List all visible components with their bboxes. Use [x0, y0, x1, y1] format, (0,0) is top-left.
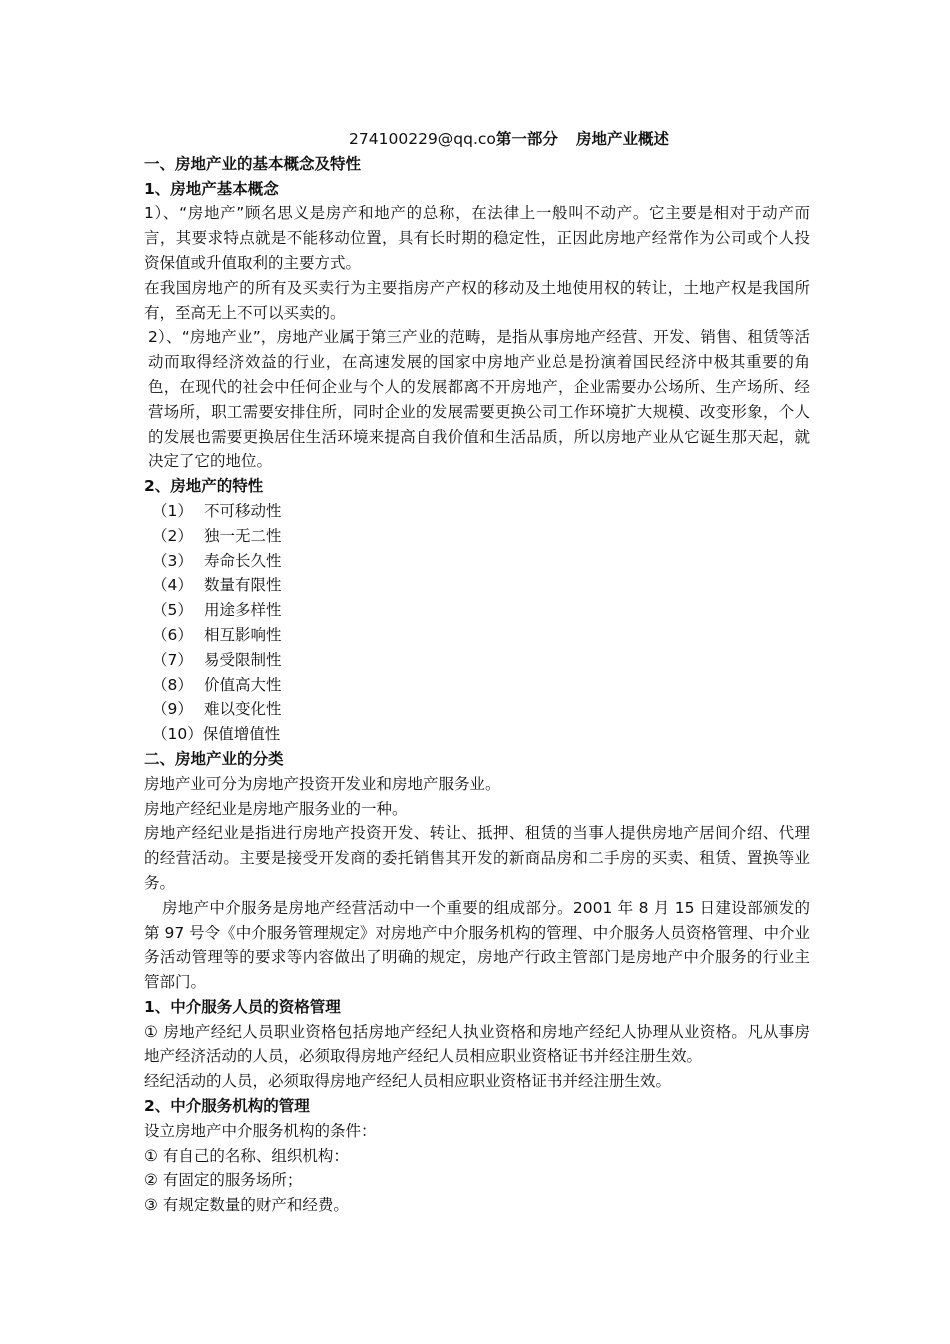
paragraph-agency-conditions-intro: 设立房地产中介服务机构的条件：	[144, 1121, 377, 1140]
list-item: （8） 价值高大性	[152, 675, 282, 694]
page-title	[144, 127, 810, 152]
list-item: （3） 寿命长久性	[152, 551, 282, 570]
list-item: （9） 难以变化性	[152, 700, 282, 719]
paragraph-intermediary-services: 房地产中介服务是房地产经营活动中一个重要的组成部分。2001 年 8 月 15 日建设部颁发的第 97 号令《中介服务管理规定》对房地产中介服务机构的管理、中介服务人员资格管理、中介业务活动管理等的要求等内容做出了明确的规定，房地产行政主管部门是房地产中介服务的行业主管部门。	[144, 898, 810, 992]
list-item: （2） 独一无二性	[152, 526, 282, 545]
list-item: （10）保值增值性	[152, 725, 281, 744]
paragraph-brokerage-definition: 房地产经纪业是指进行房地产投资开发、转让、抵押、租赁的当事人提供房地产居间介绍、代理的经营活动。主要是接受开发商的委托销售其开发的新商品房和二手房的买卖、租赁、置换等业务。	[144, 824, 810, 892]
list-item: （4） 数量有限性	[152, 576, 282, 595]
paragraph-personnel-repeat: 经纪活动的人员，必须取得房地产经纪人员相应职业资格证书并经注册生效。	[144, 1072, 672, 1091]
list-item: ③ 有规定数量的财产和经费。	[144, 1196, 349, 1215]
part-title: 房地产业概述	[575, 130, 669, 148]
subsection-heading-basic-concept: 1、房地产基本概念	[144, 179, 279, 198]
list-item: （6） 相互影响性	[152, 625, 282, 644]
list-item: ② 有固定的服务场所；	[144, 1171, 303, 1190]
subsection-heading-agency: 2、中介服务机构的管理	[144, 1097, 310, 1116]
subsection-heading-personnel: 1、中介服务人员的资格管理	[144, 997, 341, 1016]
paragraph-personnel-qualification: ① 房地产经纪人员职业资格包括房地产经纪人执业资格和房地产经纪人协理从业资格。凡从事房地产经济活动的人员，必须取得房地产经纪人员相应职业资格证书并经注册生效。	[144, 1022, 810, 1066]
paragraph-classification: 房地产业可分为房地产投资开发业和房地产服务业。	[144, 774, 501, 793]
list-item: （7） 易受限制性	[152, 650, 282, 669]
characteristics-list	[144, 499, 810, 747]
paragraph-ownership: 在我国房地产的所有及买卖行为主要指房产产权的移动及土地使用权的转让，土地产权是我国所有，至高无上不可以买卖的。	[144, 278, 810, 322]
list-item: （5） 用途多样性	[152, 601, 282, 620]
subsection-heading-characteristics: 2、房地产的特性	[144, 477, 264, 496]
list-item: ① 有自己的名称、组织机构：	[144, 1146, 349, 1165]
paragraph-brokerage-type: 房地产经纪业是房地产服务业的一种。	[144, 799, 408, 818]
list-item: （1） 不可移动性	[152, 501, 282, 520]
author-email: 274100229@qq.co	[349, 130, 496, 148]
section-heading-1: 一、房地产业的基本概念及特性	[144, 154, 362, 173]
paragraph-real-estate-definition: 1）、“房地产”顾名思义是房产和地产的总称，在法律上一般叫不动产。它主要是相对于动产而言，其要求特点就是不能移动位置，具有长时期的稳定性，正因此房地产经常作为公司或个人投资保值或升值取利的主要方式。	[144, 204, 810, 272]
part-label: 第一部分	[495, 130, 558, 148]
section-heading-2: 二、房地产业的分类	[144, 749, 284, 768]
paragraph-industry-definition: 2）、“房地产业”，房地产业属于第三产业的范畴，是指从事房地产经营、开发、销售、租赁等活动而取得经济效益的行业，在高速发展的国家中房地产业总是扮演着国民经济中极其重要的角色，在现代的社会中任何企业与个人的发展都离不开房地产，企业需要办公场所、生产场所、经营场所，职工需要安排住所，同时企业的发展需要更换公司工作环境扩大规模、改变形象，个人的发展也需要更换居住生活环境来提高自我价值和生活品质，所以房地产业从它诞生那天起，就决定了它的地位。	[148, 328, 810, 471]
